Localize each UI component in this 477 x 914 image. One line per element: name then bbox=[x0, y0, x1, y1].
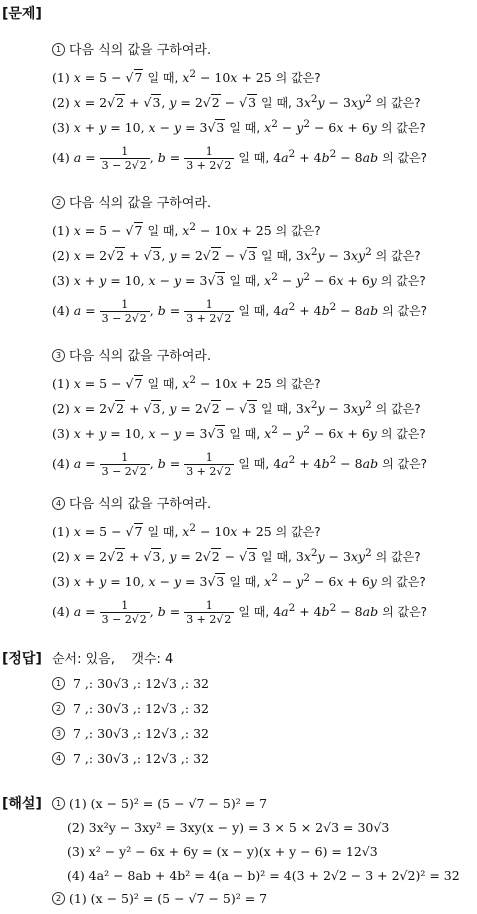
solution-header: [해설] bbox=[2, 796, 42, 812]
problem-block bbox=[52, 494, 474, 625]
solution-line: 1 (1) (x − 5)² = (5 − √7 − 5)² = 7 bbox=[52, 793, 267, 814]
problem-item: (4) a = $\frac{1}{3 - 2√2}$ , b = $\frac{1}{3 + 2√2}$ 일 때, $4a^2 + 4b^2 - 8ab$ 의 값은? bbox=[52, 599, 428, 627]
problem-item: (1) x = 5 − √7 일 때, $x^2 - 10x + 25$ 의 값은? bbox=[52, 522, 321, 540]
problem-item: (2) x = 2√2 + √3, y = 2√2 − √3 일 때, $3x^2y - 3xy^2$ 의 값은? bbox=[52, 246, 421, 264]
solution-line: (4) 4a² − 8ab + 4b² = 4(a − b)² = 4(3 + 2√2 − 3 + 2√2)² = 32 bbox=[67, 868, 460, 883]
problem-block bbox=[52, 346, 474, 477]
problem-item: (2) x = 2√2 + √3, y = 2√2 − √3 일 때, $3x^2y - 3xy^2$ 의 값은? bbox=[52, 399, 421, 417]
problem-item: (3) x + y = 10, x − y = 3√3 일 때, $x^2 - y^2 - 6x + 6y$ 의 값은? bbox=[52, 424, 426, 442]
problem-item: (2) x = 2√2 + √3, y = 2√2 − √3 일 때, $3x^2y - 3xy^2$ 의 값은? bbox=[52, 93, 421, 111]
circled-number: 3 bbox=[52, 349, 65, 362]
problem-item: (3) x + y = 10, x − y = 3√3 일 때, $x^2 - y^2 - 6x + 6y$ 의 값은? bbox=[52, 118, 426, 136]
solution-line: 2 (1) (x − 5)² = (5 − √7 − 5)² = 7 bbox=[52, 888, 267, 909]
answer-row: 1 7 ,: 30√3 ,: 12√3 ,: 32 bbox=[52, 672, 209, 696]
problem-title: 3 다음 식의 값을 구하여라. bbox=[52, 346, 474, 368]
order-label: 순서: 있음, bbox=[52, 652, 115, 667]
circled-number: 1 bbox=[52, 43, 65, 56]
answer-row: 4 7 ,: 30√3 ,: 12√3 ,: 32 bbox=[52, 747, 209, 771]
problem-item: (3) x + y = 10, x − y = 3√3 일 때, $x^2 - y^2 - 6x + 6y$ 의 값은? bbox=[52, 271, 426, 289]
problem-item: (3) x + y = 10, x − y = 3√3 일 때, $x^2 - y^2 - 6x + 6y$ 의 값은? bbox=[52, 572, 426, 590]
problem-item: (2) x = 2√2 + √3, y = 2√2 − √3 일 때, $3x^2y - 3xy^2$ 의 값은? bbox=[52, 547, 421, 565]
problem-item: (1) x = 5 − √7 일 때, $x^2 - 10x + 25$ 의 값은? bbox=[52, 374, 321, 392]
problem-title: 4 다음 식의 값을 구하여라. bbox=[52, 494, 474, 516]
problem-item: (1) x = 5 − √7 일 때, $x^2 - 10x + 25$ 의 값은? bbox=[52, 221, 321, 239]
circled-number: 2 bbox=[52, 196, 65, 209]
answer-meta bbox=[52, 648, 173, 667]
problem-item: (4) a = $\frac{1}{3 - 2√2}$ , b = $\frac{1}{3 + 2√2}$ 일 때, $4a^2 + 4b^2 - 8ab$ 의 값은? bbox=[52, 298, 428, 326]
problem-item: (4) a = $\frac{1}{3 - 2√2}$ , b = $\frac{1}{3 + 2√2}$ 일 때, $4a^2 + 4b^2 - 8ab$ 의 값은? bbox=[52, 451, 428, 479]
circled-number: 4 bbox=[52, 497, 65, 510]
problem-block bbox=[52, 40, 474, 171]
problem-title: 1 다음 식의 값을 구하여라. bbox=[52, 40, 474, 62]
answer-header: [정답] bbox=[2, 651, 42, 667]
problem-block bbox=[52, 193, 474, 324]
problem-header: [문제] bbox=[2, 6, 42, 22]
problem-item: (1) x = 5 − √7 일 때, $x^2 - 10x + 25$ 의 값은? bbox=[52, 68, 321, 86]
problem-title: 2 다음 식의 값을 구하여라. bbox=[52, 193, 474, 215]
problem-item: (4) a = $\frac{1}{3 - 2√2}$ , b = $\frac{1}{3 + 2√2}$ 일 때, $4a^2 + 4b^2 - 8ab$ 의 값은? bbox=[52, 145, 428, 173]
count-label: 갯수: 4 bbox=[131, 652, 174, 667]
solution-line: (3) x² − y² − 6x + 6y = (x − y)(x + y − 6) = 12√3 bbox=[67, 844, 378, 859]
answer-row: 3 7 ,: 30√3 ,: 12√3 ,: 32 bbox=[52, 722, 209, 746]
solution-line: (2) 3x²y − 3xy² = 3xy(x − y) = 3 × 5 × 2√3 = 30√3 bbox=[67, 820, 390, 835]
answer-row: 2 7 ,: 30√3 ,: 12√3 ,: 32 bbox=[52, 697, 209, 721]
